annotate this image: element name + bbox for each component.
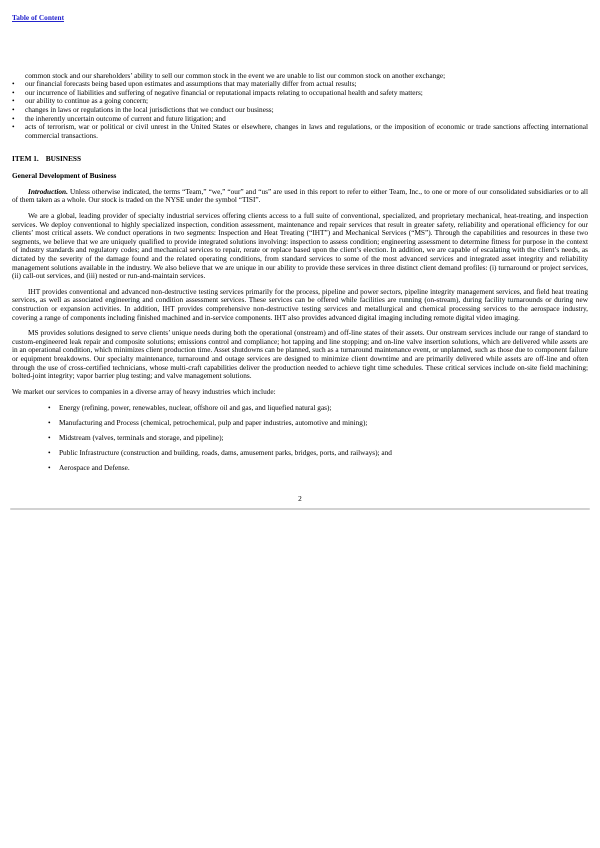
introduction-lead-word: Introduction. bbox=[28, 186, 68, 196]
paragraph-company-overview: We are a global, leading provider of specialty industrial services offering clients access to a full suite of conventional, specialized, and proprietary mechanical, heat-treating, and inspection services. We deploy conventional to highly specialized inspection, condition assessment, maintenance and repair services that result in greater safety, reliability and operational efficiency for our clients’ most critical assets. We conduct operations in two segments: Inspection and Heat Treating (“IHT”) and Mechanical Services (“MS”). Through the capabilities and resources in these two segments, we believe that we are uniquely qualified to provide integrated solutions involving: inspection to assess condition; engineering assessment to determine fitness for purpose in the context of industry standards and regulatory codes; and mechanical services to repair, rerate or replace based upon the client’s election. In addition, we are capable of escalating with the client’s needs, as dictated by the severity of the damage found and the related operating conditions, from standard services to some of the most advanced services and integrated asset integrity and reliability management solutions available in the industry. We also believe that we are unique in our ability to provide these services in three distinct client demand profiles: (i) turnaround or project services, (ii) call-out services, and (iii) nested or run-and-maintain services. bbox=[12, 210, 588, 281]
industries-list bbox=[48, 404, 588, 473]
bullet-icon: • bbox=[48, 447, 51, 457]
list-item-text: the inherently uncertain outcome of current and future litigation; and bbox=[25, 113, 226, 123]
item1-heading-label: ITEM 1. bbox=[12, 154, 39, 164]
list-item bbox=[12, 123, 588, 140]
market-intro-text: We market our services to companies in a diverse array of heavy industries which include: bbox=[12, 386, 276, 396]
list-item-text: Manufacturing and Process (chemical, petrochemical, pulp and paper industries, automotive and mining); bbox=[59, 417, 368, 427]
list-item-text: our financial forecasts being based upon estimates and assumptions that may materially differ from actual results; bbox=[25, 79, 357, 89]
general-development-heading: General Development of Business bbox=[12, 171, 117, 181]
risk-factors-list bbox=[12, 72, 588, 141]
list-item-text: Aerospace and Defense. bbox=[59, 462, 130, 472]
paragraph-introduction bbox=[12, 188, 588, 205]
bullet-icon: • bbox=[12, 105, 15, 115]
list-item-text: Energy (refining, power, renewables, nuclear, offshore oil and gas, and liquefied natural gas); bbox=[59, 402, 332, 412]
list-item bbox=[48, 449, 588, 458]
list-item bbox=[48, 464, 588, 473]
list-item-text: our ability to continue as a going concern; bbox=[25, 96, 148, 106]
list-item-text: changes in laws or regulations in the local jurisdictions that we conduct our business; bbox=[25, 105, 274, 115]
list-item-text: Public Infrastructure (construction and building, roads, dams, amusement parks, bridges, ports, and railways); and bbox=[59, 447, 392, 457]
table-of-content-link[interactable]: Table of Content bbox=[12, 13, 65, 22]
paragraph-ms-segment: MS provides solutions designed to serve clients’ unique needs during both the operational (onstream) and off-line states of their assets. Our onstream services include our range of standard to custom-engineered leak repair and composite solutions; emissions control and compliance; hot tapping and line stopping; and on-line valve insertion solutions, which are delivered while assets are in an operational condition, which minimizes client production time. Asset shutdowns can be planned, such as a turnaround maintenance event, or unplanned, such as those due to component failure or equipment breakdowns. Our specialty maintenance, turnaround and outage services are designed to minimize client downtime and are primarily delivered while assets are off-line and often through the use of cross-certified technicians, whose multi-craft capabilities deliver the production needed to achieve tight time schedules. These critical services include on-site field machining; bolted-joint integrity; vapor barrier plug testing; and valve management solutions. bbox=[12, 328, 588, 381]
bullet-icon: • bbox=[48, 402, 51, 412]
list-item-text: acts of terrorism, war or political or civil unrest in the United States or elsewhere, changes in laws and regulations, or the imposition of economic or trade sanctions affecting international commercial transactions. bbox=[25, 122, 588, 140]
list-item-text: common stock and our shareholders’ ability to sell our common stock in the event we are unable to list our common stock on another exchange; bbox=[25, 70, 446, 80]
page-number: 2 bbox=[298, 493, 302, 503]
bullet-icon: • bbox=[48, 462, 51, 472]
list-item-text: our incurrence of liabilities and suffering of negative financial or reputational impacts relating to occupational health and safety matters; bbox=[25, 87, 423, 97]
bullet-icon: • bbox=[12, 79, 15, 89]
page-divider bbox=[10, 508, 590, 510]
bullet-icon: • bbox=[12, 87, 15, 97]
bullet-icon: • bbox=[12, 113, 15, 123]
list-item bbox=[48, 434, 588, 443]
introduction-text: Unless otherwise indicated, the terms “Team,” “we,” “our” and “us” are used in this report to refer to either Team, Inc., to one or more of our consolidated subsidiaries or to all of them taken as a whole. Our stock is traded on the NYSE under the symbol “TISI”. bbox=[12, 186, 588, 205]
list-item bbox=[48, 404, 588, 413]
bullet-icon: • bbox=[48, 417, 51, 427]
bullet-icon: • bbox=[12, 96, 15, 106]
bullet-icon: • bbox=[48, 432, 51, 442]
paragraph-iht-segment: IHT provides conventional and advanced non-destructive testing services primarily for the process, pipeline and power sectors, pipeline integrity management services, and field heat treating services, as well as associated engineering and condition assessment services. These services can be offered while facilities are running (on-stream), during facility turnarounds or during new construction or expansion activities. In addition, IHT provides comprehensive non-destructive testing services and metallurgical and chemical processing services to the aerospace industry, covering a range of components including finished machined and in-service components. IHT also provides advanced digital imaging including remote digital video imaging. bbox=[12, 286, 588, 322]
item1-heading-title: BUSINESS bbox=[45, 154, 82, 164]
item1-heading bbox=[12, 155, 588, 164]
list-item-text: Midstream (valves, terminals and storage, and pipeline); bbox=[59, 432, 224, 442]
list-item bbox=[48, 419, 588, 428]
bullet-icon: • bbox=[12, 122, 15, 132]
